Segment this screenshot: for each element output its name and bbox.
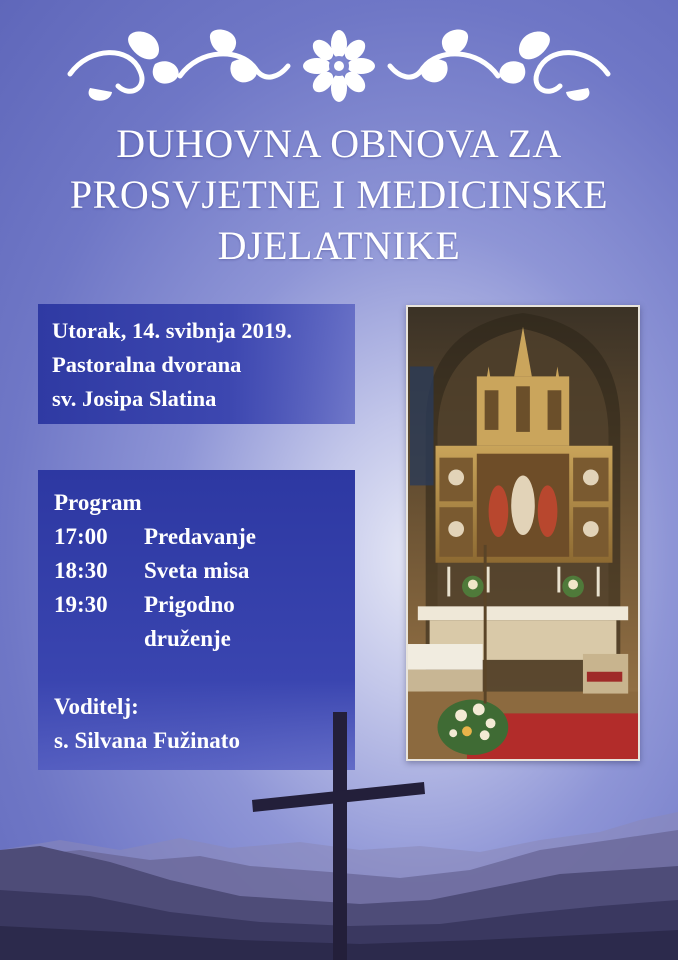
leader-name: s. Silvana Fužinato	[54, 728, 240, 753]
program-item	[54, 588, 355, 622]
event-place-line-1: Pastoralna dvorana	[52, 352, 242, 377]
program-time: 19:30	[54, 592, 108, 617]
title-line-3: DJELATNIKE	[217, 223, 461, 268]
program-name: Sveta misa	[144, 558, 250, 583]
program-name-continued: druženje	[144, 626, 231, 651]
poster-title	[0, 118, 678, 271]
floral-ornament-icon	[60, 26, 618, 106]
program-time: 17:00	[54, 524, 108, 549]
program-item-continuation	[54, 622, 355, 656]
cross-icon	[250, 712, 426, 960]
title-line-1: DUHOVNA OBNOVA ZA	[116, 121, 562, 166]
title-line-2: PROSVJETNE I MEDICINSKE	[69, 172, 609, 217]
program-heading: Program	[54, 490, 142, 515]
leader-label: Voditelj:	[54, 694, 139, 719]
event-place-line-2: sv. Josipa Slatina	[52, 386, 217, 411]
program-name: Prigodno	[144, 592, 235, 617]
event-info-panel	[38, 304, 355, 424]
altar-photo	[406, 305, 640, 761]
program-item	[54, 554, 355, 588]
program-time: 18:30	[54, 558, 108, 583]
program-name: Predavanje	[144, 524, 257, 549]
event-date: Utorak, 14. svibnja 2019.	[52, 318, 293, 343]
program-item	[54, 520, 355, 554]
